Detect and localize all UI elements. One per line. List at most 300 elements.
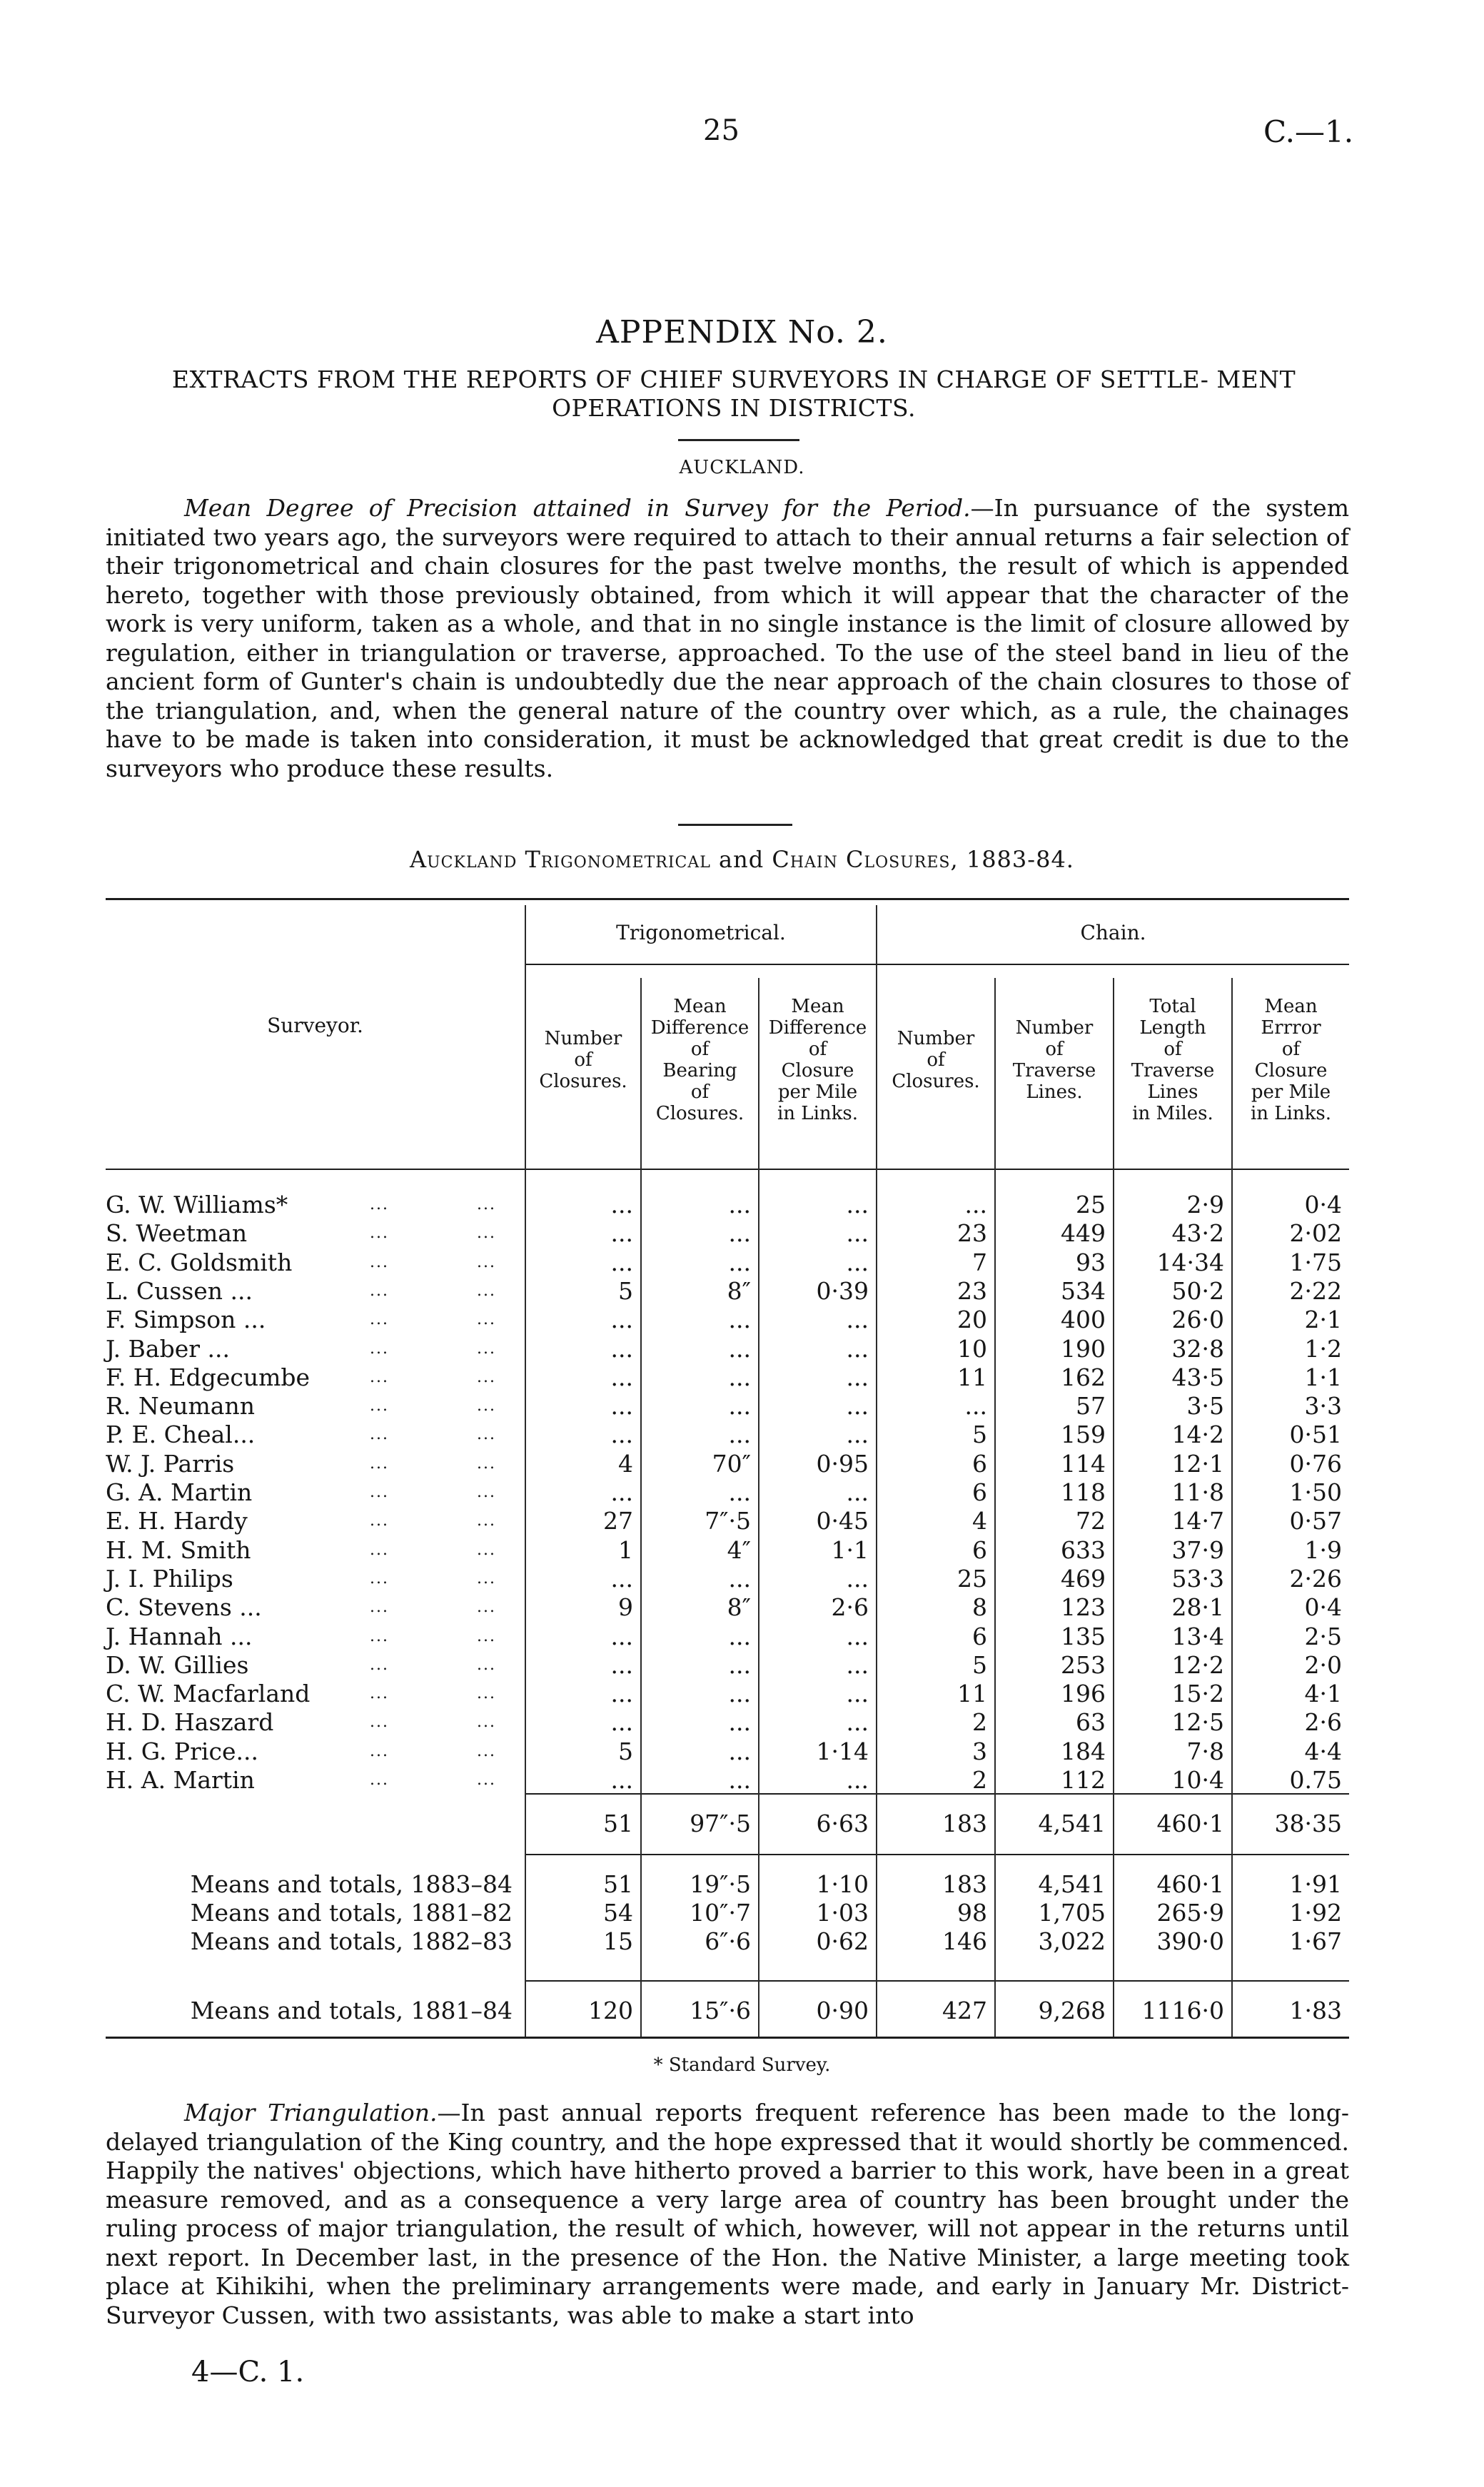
leader-dots: ... [370,1454,389,1473]
table-cell: 98 [957,1899,987,1927]
leader-dots: ... [477,1685,496,1703]
col-header-chain-closures [877,1028,994,1092]
surveyor-name: E. C. Goldsmith [106,1248,293,1276]
table-cell: 184 [1061,1737,1106,1765]
col-header-total-length [1114,996,1231,1124]
leader-dots: ... [370,1311,389,1329]
header-line: Lines [1147,1081,1198,1103]
table-cell: ... [728,1306,751,1334]
table-cell: ... [846,1219,869,1248]
table-cell: 2·0 [1304,1650,1342,1679]
header-line: Lines. [1026,1081,1083,1103]
title-word: 1883-84. [966,846,1074,873]
table-cell: ... [728,1219,751,1248]
table-cell: 183 [942,1870,987,1898]
region-heading: AUCKLAND. [679,457,805,478]
table-cell: ... [610,1191,633,1219]
table-cell: 162 [1061,1363,1106,1391]
table-cell: ... [610,1334,633,1363]
surveyor-name: F. H. Edgecumbe [106,1363,311,1391]
leader-dots: ... [477,1397,496,1416]
col-header-mean-error [1233,996,1349,1124]
header-line: Total [1149,996,1196,1017]
table-cell: ... [846,1306,869,1334]
table-cell: 253 [1061,1650,1106,1679]
table-cell: ... [610,1363,633,1391]
table-cell: ... [610,1622,633,1650]
document-reference: C.—1. [1263,114,1354,149]
header-line: Mean [1264,996,1318,1017]
table-cell: 32·8 [1171,1334,1224,1363]
major-triangulation-paragraph [106,2099,1349,2330]
means-label: Means and totals, 1883–84 [190,1870,513,1898]
table-cell: ... [964,1392,987,1421]
surveyor-name: W. J. Parris [106,1449,235,1478]
table-cell: 1 [618,1535,633,1564]
table-cell: ... [728,1766,751,1794]
table-cell: ... [610,1219,633,1248]
table-cell: ... [846,1650,869,1679]
leader-dots: ... [370,1569,389,1588]
table-cell: 4,541 [1038,1810,1106,1837]
section-divider [678,824,792,826]
table-cell: 50·2 [1171,1276,1224,1305]
surveyor-name: J. Baber ... [106,1334,230,1363]
table-cell: 0·76 [1289,1449,1342,1478]
table-cell: ... [846,1708,869,1737]
table-cell: 11 [957,1363,987,1391]
table-cell: ... [846,1334,869,1363]
header-line: Traverse [1131,1060,1215,1081]
table-cell: ... [846,1622,869,1650]
table-cell: ... [728,1191,751,1219]
leader-dots: ... [370,1685,389,1703]
leader-dots: ... [370,1368,389,1386]
table-cell: 2·02 [1289,1219,1342,1248]
table-cell: ... [846,1363,869,1391]
table-cell: 37·9 [1171,1535,1224,1564]
table-cell: 135 [1061,1622,1106,1650]
table-cell: 51 [603,1810,633,1837]
table-cell: ... [728,1248,751,1276]
grand-top-rule [525,1980,1349,1982]
table-cell: 400 [1061,1306,1106,1334]
table-cell: 265·9 [1156,1899,1224,1927]
table-cell: 28·1 [1171,1593,1224,1622]
surveyor-name: S. Weetman [106,1219,248,1248]
table-cell: 97″·5 [690,1810,751,1837]
table-cell: 120 [588,1997,633,2024]
table-cell: 1·1 [831,1535,869,1564]
intro-body: —In pursuance of the system initiated two years ago, the surveyors were required to attach to their annual returns a fair selection of their trigonometrical and chain closures for the past twelve months, the result of which is appended hereto, together with those previously obtained, from which it will appear that the character of the work is very uniform, taken as a whole, and that in no single instance is the limit of closure allowed by regulation, either in triangulation or traverse, approached. To the use of the steel band in lieu of the ancient form of Gunter's chain is undoubtedly due the near approach of the chain closures to those of the triangulation, and, when the general nature of the country over which, as a rule, the chainages have to be made is taken into consideration, it must be acknowledged that great credit is due to the surveyors who produce these results. [106,494,1349,782]
surveyor-name: J. Hannah ... [106,1622,253,1650]
table-cell: 1·9 [1304,1535,1342,1564]
table-cell: 1·14 [816,1737,869,1765]
table-cell: ... [846,1248,869,1276]
table-cell: 427 [942,1997,987,2024]
col-header-traverse-lines [996,1017,1113,1103]
table-cell: 23 [957,1219,987,1248]
table-cell: 0·57 [1289,1507,1342,1535]
surveyor-name: H. G. Price... [106,1737,258,1765]
means-label: Means and totals, 1882–83 [190,1927,513,1955]
table-cell: 2 [972,1708,987,1737]
table-cell: ... [846,1392,869,1421]
title-word: Closures, [846,846,959,873]
surveyor-name: L. Cussen ... [106,1276,253,1305]
table-cell: 1·67 [1289,1927,1342,1955]
header-line: Length [1139,1017,1206,1039]
table-cell: 26·0 [1171,1306,1224,1334]
leader-dots: ... [370,1771,389,1789]
surveyor-name: D. W. Gillies [106,1650,249,1679]
leader-dots: ... [477,1540,496,1559]
table-cell: 7 [972,1248,987,1276]
leader-dots: ... [370,1540,389,1559]
table-cell: 0·95 [816,1449,869,1478]
table-cell: 8 [972,1593,987,1622]
table-cell: 196 [1061,1680,1106,1708]
table-cell: 11·8 [1171,1478,1224,1506]
table-cell: 12·1 [1171,1449,1224,1478]
table-cell: 112 [1061,1766,1106,1794]
table-cell: ... [964,1191,987,1219]
table-cell: 6 [972,1449,987,1478]
table-cell: 9,268 [1038,1997,1106,2024]
leader-dots: ... [477,1569,496,1588]
table-cell: ... [610,1421,633,1449]
table-cell: 0·45 [816,1507,869,1535]
table-cell: 10 [957,1334,987,1363]
table-cell: 2·1 [1304,1306,1342,1334]
leader-dots: ... [477,1655,496,1674]
leader-dots: ... [477,1253,496,1271]
table-cell: 25 [957,1564,987,1593]
table-cell: ... [728,1421,751,1449]
surveyor-name: P. E. Cheal... [106,1421,256,1449]
leader-dots: ... [370,1339,389,1358]
header-line: Difference [650,1017,749,1039]
col-divider [994,978,996,2037]
header-line: of [690,1039,710,1060]
leader-dots: ... [477,1426,496,1444]
table-cell: 3·3 [1304,1392,1342,1421]
table-cell: ... [728,1708,751,1737]
table-cell: 4 [972,1507,987,1535]
table-cell: ... [728,1737,751,1765]
table-cell: 1,705 [1038,1899,1106,1927]
leader-dots: ... [370,1713,389,1732]
table-cell: 633 [1061,1535,1106,1564]
table-cell: ... [846,1191,869,1219]
table-cell: 27 [603,1507,633,1535]
table-cell: 72 [1076,1507,1106,1535]
header-line: Number [544,1028,622,1049]
table-cell: 10″·7 [690,1899,751,1927]
intro-paragraph [106,494,1349,783]
table-cell: 2·26 [1289,1564,1342,1593]
table-cell: 8″ [727,1276,751,1305]
table-cell: ... [610,1766,633,1794]
table-cell: 390·0 [1156,1927,1224,1955]
header-line: Closure [781,1060,854,1081]
leader-dots: ... [370,1598,389,1617]
table-cell: 15″·6 [690,1997,751,2024]
table-cell: ... [728,1334,751,1363]
header-line: Number [1015,1017,1094,1039]
leader-dots: ... [370,1281,389,1300]
means-label: Means and totals, 1881–82 [190,1899,513,1927]
surveyor-name: C. W. Macfarland [106,1680,311,1708]
title-word: Trigonometrical [525,846,711,873]
table-cell: 0·4 [1304,1191,1342,1219]
table-cell: ... [728,1363,751,1391]
table-cell: 0·39 [816,1276,869,1305]
header-line: per Mile [777,1081,858,1103]
surveyor-name: H. D. Haszard [106,1708,274,1737]
table-cell: 460·1 [1156,1870,1224,1898]
leader-dots: ... [477,1771,496,1789]
trig-group-header: Trigonometrical. [616,921,786,944]
table-cell: ... [846,1680,869,1708]
title-word: Auckland [410,846,518,873]
table-cell: 43·5 [1171,1363,1224,1391]
table-cell: 51 [603,1870,633,1898]
table-cell: 4,541 [1038,1870,1106,1898]
leader-dots: ... [477,1368,496,1386]
table-cell: 3,022 [1038,1927,1106,1955]
header-line: Closures. [539,1071,627,1092]
table-footnote: * Standard Survey. [653,2054,831,2076]
title-word: and [719,846,764,873]
table-cell: 57 [1076,1392,1106,1421]
table-cell: 1·03 [816,1899,869,1927]
table-cell: 460·1 [1156,1810,1224,1837]
table-cell: ... [846,1478,869,1506]
table-cell: 43·2 [1171,1219,1224,1248]
table-cell: 123 [1061,1593,1106,1622]
table-cell: 1·83 [1289,1997,1342,2024]
table-cell: 6 [972,1478,987,1506]
leader-dots: ... [370,1512,389,1530]
table-cell: 20 [957,1306,987,1334]
table-cell: 19″·5 [690,1870,751,1898]
table-cell: 183 [942,1810,987,1837]
leader-dots: ... [477,1627,496,1645]
col-divider [758,978,759,2037]
surveyor-name: E. H. Hardy [106,1507,248,1535]
table-cell: ... [610,1708,633,1737]
table-cell: 11 [957,1680,987,1708]
means-label: Means and totals, 1881–84 [190,1997,513,2024]
table-cell: 6 [972,1535,987,1564]
table-cell: 2 [972,1766,987,1794]
header-line: of [927,1049,945,1071]
table-cell: 1·75 [1289,1248,1342,1276]
table-cell: 2·6 [1304,1708,1342,1737]
table-cell: 1·92 [1289,1899,1342,1927]
table-cell: 3·5 [1186,1392,1224,1421]
surveyor-name: C. Stevens ... [106,1593,262,1622]
table-cell: 1·91 [1289,1870,1342,1898]
table-cell: 14·2 [1171,1421,1224,1449]
surveyor-name: H. M. Smith [106,1535,251,1564]
table-cell: 14·34 [1156,1248,1224,1276]
header-line: Bearing [662,1060,737,1081]
surveyor-header: Surveyor. [267,1014,363,1037]
leader-dots: ... [477,1512,496,1530]
table-cell: 13·4 [1171,1622,1224,1650]
table-cell: ... [728,1622,751,1650]
table-cell: ... [846,1766,869,1794]
leader-dots: ... [477,1483,496,1501]
table-cell: ... [610,1564,633,1593]
leader-dots: ... [477,1713,496,1732]
leader-dots: ... [370,1224,389,1243]
table-cell: ... [728,1680,751,1708]
col-header-trig-closures [526,1028,640,1092]
table-cell: 1116·0 [1141,1997,1224,2024]
total-bottom-rule [525,1854,1349,1855]
header-line: of [1045,1039,1064,1060]
table-cell: ... [610,1680,633,1708]
table-cell: 5 [972,1650,987,1679]
table-cell: 2·22 [1289,1276,1342,1305]
table-cell: 2·9 [1186,1191,1224,1219]
leader-dots: ... [477,1454,496,1473]
leader-dots: ... [477,1196,496,1214]
header-line: Closure [1254,1060,1328,1081]
surveyor-name: H. A. Martin [106,1766,255,1794]
major-lead: Major Triangulation. [184,2099,438,2127]
intro-lead: Mean Degree of Precision attained in Survey for the Period. [184,494,971,522]
col-header-mean-bearing [642,996,758,1124]
table-cell: 1·2 [1304,1334,1342,1363]
table-cell: 6·63 [816,1810,869,1837]
table-cell: 5 [618,1276,633,1305]
surveyor-name: G. A. Martin [106,1478,253,1506]
table-cell: 449 [1061,1219,1106,1248]
leader-dots: ... [477,1224,496,1243]
table-cell: 190 [1061,1334,1106,1363]
signature-mark: 4—C. 1. [191,2356,305,2388]
table-top-rule [106,898,1349,900]
header-line: Traverse [1012,1060,1096,1081]
table-cell: ... [610,1392,633,1421]
table-cell: 23 [957,1276,987,1305]
table-cell: 10·4 [1171,1766,1224,1794]
header-line: in Links. [1250,1103,1331,1124]
table-cell: 63 [1076,1708,1106,1737]
leader-dots: ... [370,1253,389,1271]
table-cell: 6″·6 [705,1927,751,1955]
leader-dots: ... [370,1627,389,1645]
table-cell: 2·6 [831,1593,869,1622]
table-cell: 118 [1061,1478,1106,1506]
table-cell: ... [846,1564,869,1593]
table-cell: ... [728,1478,751,1506]
leader-dots: ... [477,1598,496,1617]
table-cell: ... [846,1421,869,1449]
leader-dots: ... [477,1281,496,1300]
table-cell: 0.75 [1289,1766,1342,1794]
surveyor-name: G. W. Williams* [106,1191,288,1219]
col-divider [640,978,642,2037]
table-title [0,846,1484,873]
leader-dots: ... [477,1311,496,1329]
leader-dots: ... [370,1397,389,1416]
group-header-rule [525,964,1349,965]
table-cell: 54 [603,1899,633,1927]
table-cell: 5 [618,1737,633,1765]
header-line: of [1164,1039,1182,1060]
header-line: of [808,1039,827,1060]
leader-dots: ... [370,1426,389,1444]
table-cell: 4·4 [1304,1737,1342,1765]
table-cell: 9 [618,1593,633,1622]
table-cell: 38·35 [1274,1810,1342,1837]
table-cell: 15 [603,1927,633,1955]
header-line: per Mile [1251,1081,1331,1103]
table-cell: 5 [972,1421,987,1449]
table-cell: 114 [1061,1449,1106,1478]
header-line: of [1281,1039,1301,1060]
header-line: Closures. [655,1103,744,1124]
header-line: Closures. [892,1071,980,1092]
leader-dots: ... [370,1655,389,1674]
table-cell: ... [728,1392,751,1421]
header-line: Number [897,1028,975,1049]
table-cell: 8″ [727,1593,751,1622]
table-cell: 14·7 [1171,1507,1224,1535]
table-cell: ... [610,1478,633,1506]
table-cell: 3 [972,1737,987,1765]
table-bottom-rule [106,2037,1349,2039]
table-cell: ... [610,1248,633,1276]
col-divider [1231,978,1233,2037]
table-cell: ... [728,1564,751,1593]
table-cell: 93 [1076,1248,1106,1276]
table-cell: 12·2 [1171,1650,1224,1679]
table-cell: 146 [942,1927,987,1955]
table-cell: 15·2 [1171,1680,1224,1708]
extracts-heading: EXTRACTS FROM THE REPORTS OF CHIEF SURVEYORS IN CHARGE OF SETTLE- MENT OPERATIONS IN DISTRICTS. [171,365,1296,422]
table-cell: 1·1 [1304,1363,1342,1391]
table-cell: 7·8 [1186,1737,1224,1765]
header-line: in Miles. [1132,1103,1213,1124]
table-cell: 4·1 [1304,1680,1342,1708]
table-cell: 1·10 [816,1870,869,1898]
table-cell: 0·90 [816,1997,869,2024]
table-cell: 25 [1076,1191,1106,1219]
surveyor-name: R. Neumann [106,1392,255,1421]
col-divider [1113,978,1114,2037]
table-cell: 1·50 [1289,1478,1342,1506]
title-word: Chain [772,846,838,873]
leader-dots: ... [477,1339,496,1358]
table-cell: 4″ [727,1535,751,1564]
major-body: —In past annual reports frequent reference has been made to the long-delayed triangulation of the King country, and the hope expressed that it would shortly be commenced. Happily the natives' objections, which have hitherto proved a barrier to this work, have been in a great measure removed, and as a consequence a very large area of country has been brought under the ruling process of major triangulation, the result of which, however, will not appear in the returns until next report. In December last, in the presence of the Hon. the Native Minister, a large meeting took place at Kihikihi, when the preliminary arrangements were made, and early in January Mr. District-Surveyor Cussen, with two assistants, was able to make a start into [106,2099,1349,2329]
header-line: of [690,1081,710,1103]
table-cell: 159 [1061,1421,1106,1449]
leader-dots: ... [370,1196,389,1214]
col-header-mean-closure [759,996,876,1124]
leader-dots: ... [477,1742,496,1760]
header-line: Mean [791,996,844,1017]
table-cell: 0·4 [1304,1593,1342,1622]
surveyor-name: J. I. Philips [106,1564,233,1593]
header-bottom-rule [106,1169,1349,1170]
